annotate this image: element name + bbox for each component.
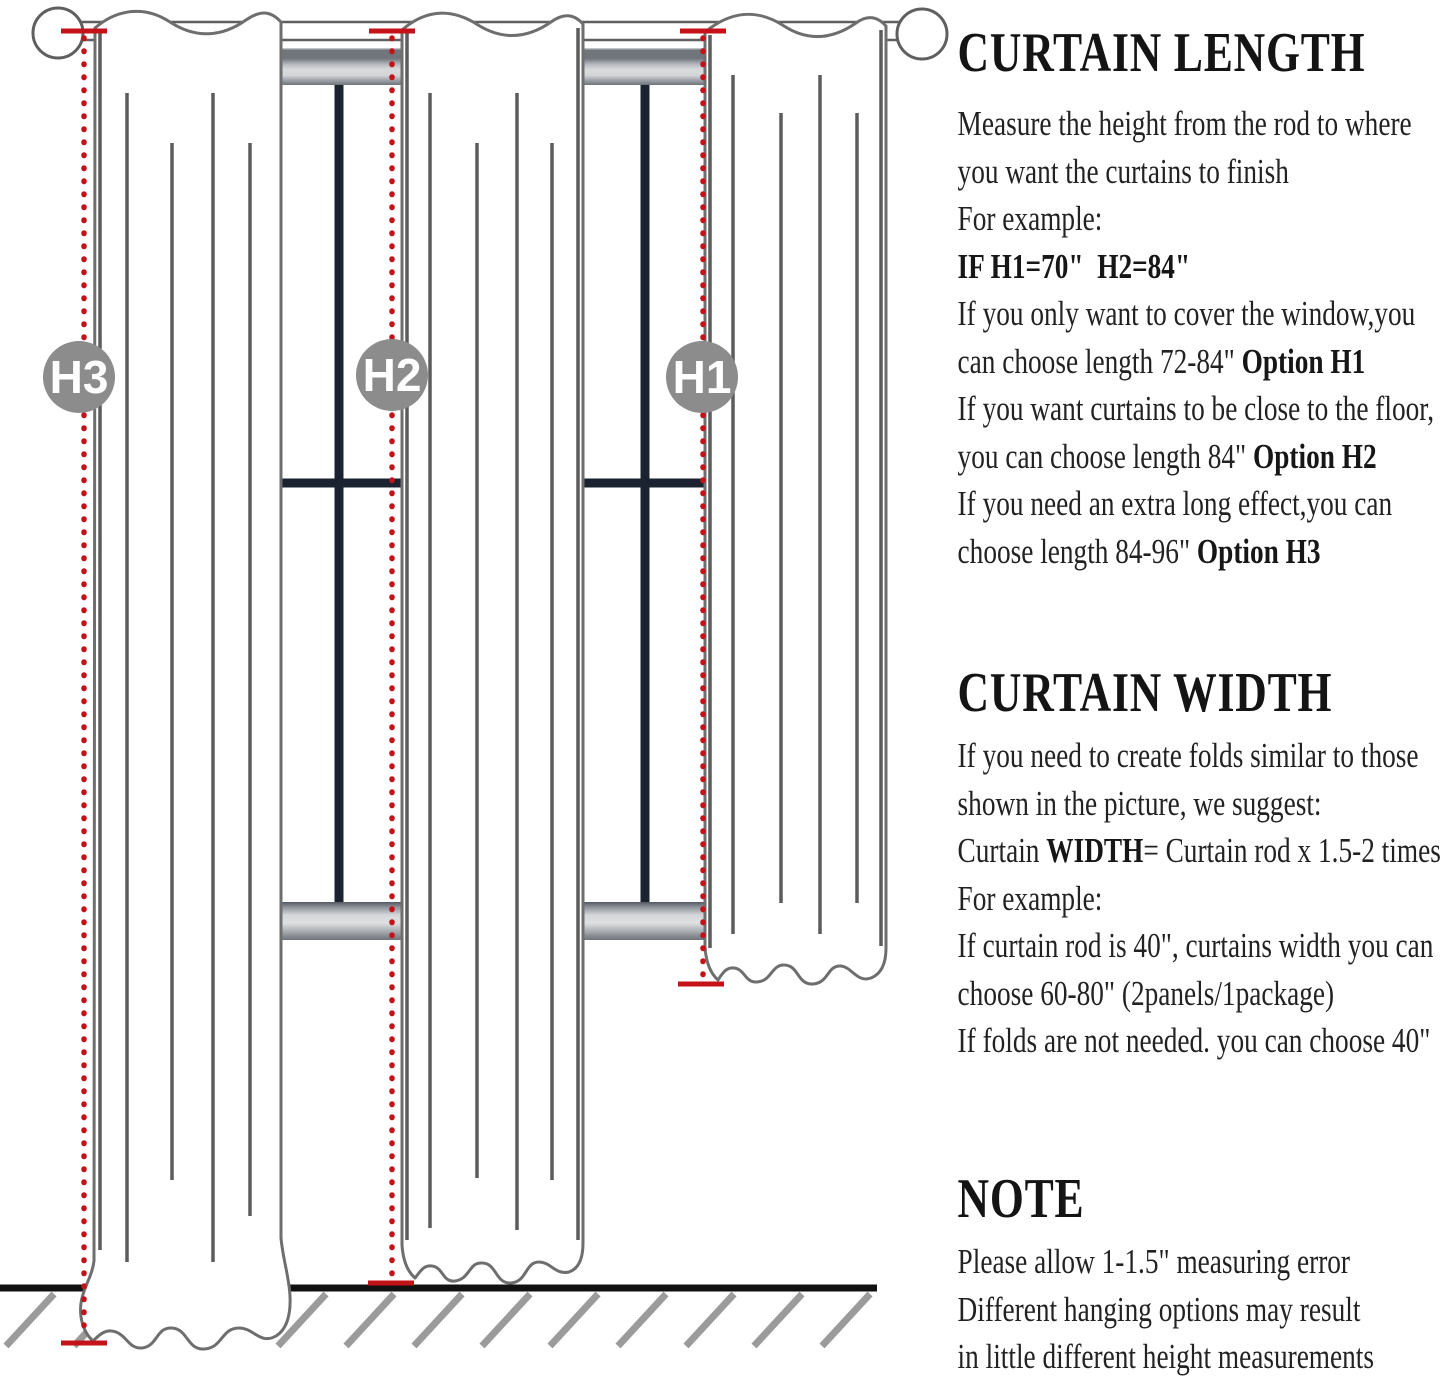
badge-h1 (666, 341, 738, 413)
curtain-panel-h3 (81, 11, 291, 1349)
text-line: choose 60-80" (2panels/1package) (957, 973, 1335, 1013)
text-line: If you need an extra long effect,you can (957, 484, 1393, 523)
text-line: choose length 84-96" Option H3 (957, 531, 1321, 571)
text-line: For example: (957, 878, 1103, 918)
text-line: can choose length 72-84" Option H1 (957, 341, 1366, 381)
badge-h1-label: H1 (672, 351, 732, 403)
text-line: Different hanging options may result (957, 1289, 1361, 1329)
text-line: If curtain rod is 40", curtains width you can (957, 926, 1434, 965)
text-line: Measure the height from the rod to where (957, 104, 1412, 143)
text-line: For example: (957, 199, 1103, 238)
section-title-curtain-length: CURTAIN LENGTH (957, 22, 1366, 84)
text-line: Please allow 1-1.5" measuring error (957, 1242, 1351, 1281)
section-title-curtain-width: CURTAIN WIDTH (957, 662, 1333, 724)
badge-h2 (356, 339, 428, 411)
curtain-panels (81, 11, 886, 1349)
section-body-curtain-width (958, 732, 1441, 1065)
badge-h3-label: H3 (49, 351, 109, 403)
text-line: IF H1=70" H2=84" (957, 246, 1191, 286)
badge-h2-label: H2 (362, 349, 422, 401)
text-line: shown in the picture, we suggest: (957, 783, 1322, 823)
info-panel (956, 0, 1445, 1375)
rod-finial-right-icon (897, 9, 947, 59)
badge-h3 (43, 341, 115, 413)
text-line: If folds are not needed. you can choose 40" (957, 1021, 1431, 1060)
section-title-note: NOTE (957, 1168, 1085, 1230)
text-line: Curtain WIDTH= Curtain rod x 1.5-2 times (957, 831, 1441, 870)
section-body-curtain-length (958, 100, 1435, 575)
text-line: you want the curtains to finish (957, 151, 1289, 191)
text-line: If you want curtains to be close to the floor, (957, 389, 1435, 428)
text-line: you can choose length 84" Option H2 (957, 436, 1377, 476)
text-line: in little different height measurements (957, 1337, 1375, 1376)
section-body-note (958, 1238, 1374, 1381)
text-line: If you only want to cover the window,you (957, 294, 1416, 333)
text-line: If you need to create folds similar to those (957, 736, 1419, 775)
